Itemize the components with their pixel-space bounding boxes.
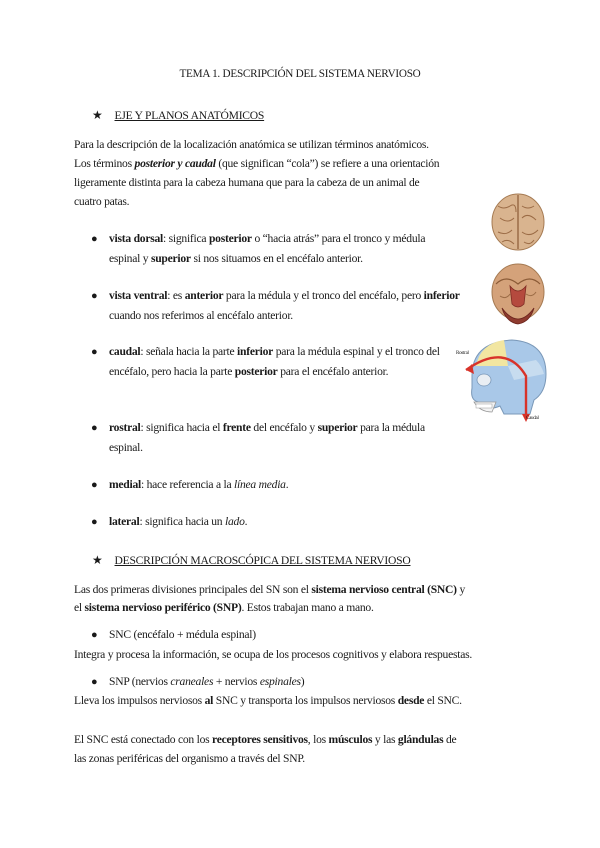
bullet-icon: ● [91, 346, 98, 358]
intro-line-1: Para la descripción de la localización anatómica se utilizan términos anatómicos. [74, 138, 429, 151]
list-item [91, 475, 449, 495]
list-item [91, 229, 449, 269]
bullet-icon: ● [91, 629, 98, 641]
intro-line-2: Los términos posterior y caudal (que significan “cola”) se refiere a una orientación [74, 157, 440, 170]
bullet-icon: ● [91, 516, 98, 528]
bullet-text: vista ventral: es anterior para la médula y el tronco del encéfalo, pero inferior cuando nos referimos al encéfalo anterior. [109, 289, 460, 322]
list-item [91, 672, 304, 692]
brain-dorsal-view-illustration [490, 192, 546, 252]
bullet-text: medial: hace referencia a la línea media. [109, 478, 289, 491]
bullet-text: SNP (nervios craneales + nervios espinales) [109, 675, 305, 688]
page-title: TEMA 1. DESCRIPCIÓN DEL SISTEMA NERVIOSO [179, 68, 421, 80]
paragraph-line: El SNC está conectado con los receptores sensitivos, los músculos y las glándulas de [74, 733, 457, 746]
intro-line-3: ligeramente distinta para la cabeza humana que para la cabeza de un animal de [74, 176, 420, 189]
section-heading-macroscopic [92, 553, 410, 568]
paragraph-line: el sistema nervioso periférico (SNP). Estos trabajan mano a mano. [74, 601, 374, 614]
section-heading-text: DESCRIPCIÓN MACROSCÓPICA DEL SISTEMA NERVIOSO [114, 554, 411, 567]
snp-description: Lleva los impulsos nerviosos al SNC y transporta los impulsos nerviosos desde el SNC. [74, 694, 462, 707]
section-heading-text: EJE Y PLANOS ANATÓMICOS [114, 109, 265, 122]
figure-label-caudal: Caudal [526, 416, 539, 421]
bullet-icon: ● [91, 422, 98, 434]
bullet-text: rostral: significa hacia el frente del encéfalo y superior para la médula espinal. [109, 421, 425, 454]
bullet-text: SNC (encéfalo + médula espinal) [109, 628, 256, 641]
bullet-text: lateral: significa hacia un lado. [109, 515, 248, 528]
star-icon: ★ [92, 108, 103, 122]
list-item [91, 342, 449, 382]
paragraph-line: las zonas periféricas del organismo a través del SNP. [74, 752, 305, 765]
list-item [91, 418, 449, 458]
bullet-text: caudal: señala hacia la parte inferior para la médula espinal y el tronco del encéfalo, pero hacia la parte posterior para el encéfalo anterior. [109, 345, 440, 378]
star-icon: ★ [92, 553, 103, 567]
figure-label-rostral: Rostral [456, 351, 469, 356]
list-item [91, 512, 449, 532]
list-item [91, 625, 256, 645]
brain-ventral-view-illustration [490, 262, 546, 326]
bullet-icon: ● [91, 233, 98, 245]
bullet-icon: ● [91, 290, 98, 302]
bullet-icon: ● [91, 676, 98, 688]
section-heading-axes [92, 108, 264, 123]
paragraph-line: Las dos primeras divisiones principales del SN son el sistema nervioso central (SNC) y [74, 583, 465, 596]
snc-description: Integra y procesa la información, se ocupa de los procesos cognitivos y elabora respuestas. [74, 648, 473, 661]
intro-line-4: cuatro patas. [74, 195, 130, 208]
bullet-text: vista dorsal: significa posterior o “hacia atrás” para el tronco y médula espinal y superior si nos situamos en el encéfalo anterior. [109, 232, 426, 265]
skull-axis-illustration [452, 336, 548, 428]
bullet-icon: ● [91, 479, 98, 491]
list-item [91, 286, 469, 326]
